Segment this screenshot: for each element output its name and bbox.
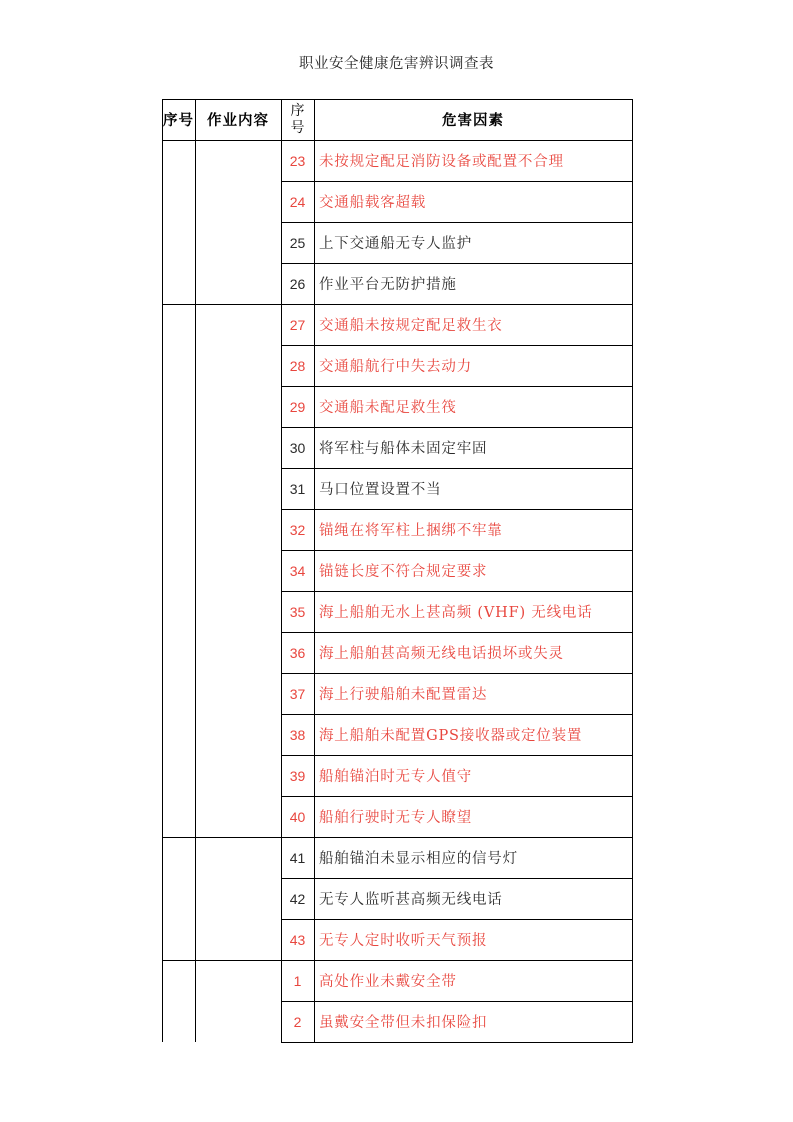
hazard-table	[162, 99, 632, 1042]
table-left-border	[162, 99, 163, 1042]
hazard-number: 37	[289, 685, 306, 702]
hazard-description: 船舶行驶时无专人瞭望	[319, 810, 472, 826]
hazard-description: 作业平台无防护措施	[319, 277, 457, 293]
hazard-number: 25	[289, 234, 306, 251]
hazard-number: 43	[289, 931, 306, 948]
hazard-description: 上下交通船无专人监护	[319, 236, 472, 252]
hazard-number: 32	[289, 521, 306, 538]
hazard-description: 未按规定配足消防设备或配置不合理	[319, 154, 564, 170]
hazard-description: 锚绳在将军柱上捆绑不牢靠	[319, 523, 503, 539]
hazard-number: 38	[289, 726, 306, 743]
hazard-description: 将军柱与船体未固定牢固	[319, 441, 488, 457]
document-title: 职业安全健康危害辨识调查表	[299, 56, 494, 72]
header-hazard-seq-line2: 号	[290, 119, 305, 136]
hazard-number: 35	[289, 603, 306, 620]
hazard-description: 交通船载客超载	[319, 195, 427, 211]
hazard-number: 24	[289, 193, 306, 210]
hazard-number: 1	[293, 972, 302, 989]
header-content: 作业内容	[207, 113, 269, 129]
hazard-number: 42	[289, 890, 306, 907]
hazard-number: 2	[293, 1013, 302, 1030]
hazard-description: 交通船航行中失去动力	[319, 359, 472, 375]
header-hazard-seq-line1: 序	[290, 102, 305, 119]
hazard-description: 无专人定时收听天气预报	[319, 933, 488, 949]
hazard-number: 41	[289, 849, 306, 866]
hazard-description: 船舶锚泊未显示相应的信号灯	[319, 851, 518, 867]
header-hazard: 危害因素	[442, 113, 504, 129]
hazard-description: 海上船舶未配置GPS接收器或定位装置	[319, 728, 583, 744]
hazard-number: 26	[289, 275, 306, 292]
hazard-number: 30	[289, 439, 306, 456]
hazard-description: 锚链长度不符合规定要求	[319, 564, 488, 580]
hazard-description: 海上船舶无水上甚高频 (VHF) 无线电话	[319, 605, 593, 621]
hazard-description: 马口位置设置不当	[319, 482, 442, 498]
hazard-number: 36	[289, 644, 306, 661]
hazard-number: 28	[289, 357, 306, 374]
hazard-description: 海上行驶船舶未配置雷达	[319, 687, 488, 703]
hazard-number: 40	[289, 808, 306, 825]
col-divider-content	[195, 99, 196, 1042]
hazard-number: 39	[289, 767, 306, 784]
hazard-description: 无专人监听甚高频无线电话	[319, 892, 503, 908]
hazard-description: 虽戴安全带但未扣保险扣	[319, 1015, 488, 1031]
hazard-number: 34	[289, 562, 306, 579]
hazard-description: 海上船舶甚高频无线电话损坏或失灵	[319, 646, 564, 662]
hazard-number: 27	[289, 316, 306, 333]
hazard-number: 31	[289, 480, 306, 497]
table-bottom-border	[281, 1042, 633, 1043]
hazard-number: 23	[289, 152, 306, 169]
hazard-number: 29	[289, 398, 306, 415]
hazard-description: 交通船未按规定配足救生衣	[319, 318, 503, 334]
table-top-border	[162, 99, 633, 100]
hazard-description: 船舶锚泊时无专人值守	[319, 769, 472, 785]
hazard-description: 交通船未配足救生筏	[319, 400, 457, 416]
header-hazard-seq	[281, 99, 314, 140]
hazard-description: 高处作业未戴安全带	[319, 974, 457, 990]
header-seq: 序号	[163, 113, 194, 129]
